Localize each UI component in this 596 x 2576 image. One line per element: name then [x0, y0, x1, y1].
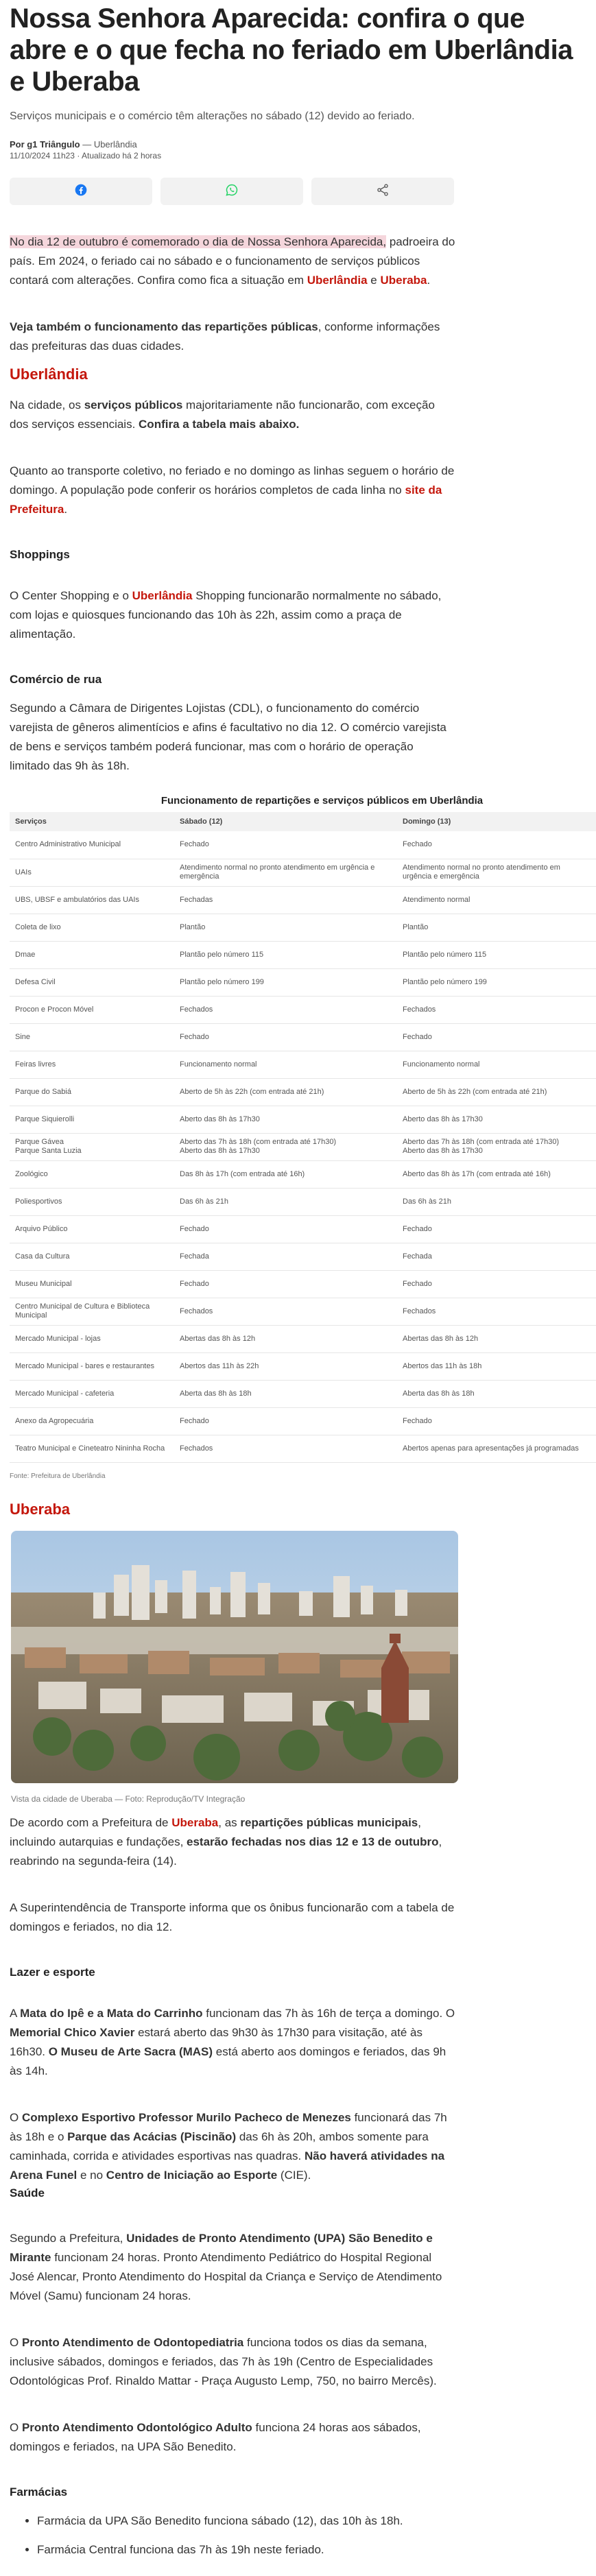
intro-paragraph: No dia 12 de outubro é comemorado o dia de Nossa Senhora Aparecida, padroeira do país. Em 2024, o feriado cai no sábado e o funcionamento de serviços públicos contará com alterações. Confira como fica a situação em Uberlândia e Uberaba.	[10, 235, 455, 287]
table-cell-saturday: Aberto das 7h às 18h (com entrada até 17h30) Aberto das 8h às 17h30	[174, 1133, 397, 1160]
uberaba-link[interactable]: Uberaba	[380, 274, 427, 287]
table-cell-saturday: Das 8h às 17h (com entrada até 16h)	[174, 1160, 397, 1188]
comercio-paragraph: Segundo a Câmara de Dirigentes Lojistas (CDL), o funcionamento do comércio varejista de gêneros alimentícios e afins é facultativo no dia 12. O comércio varejista de bens e serviços também poderá funcionar, mas com o horário de operação limitado das 9h às 18h.	[10, 702, 446, 772]
table-cell-saturday: Aberta das 8h às 18h	[174, 1380, 397, 1407]
dateline: 11/10/2024 11h23 · Atualizado há 2 horas	[10, 151, 162, 160]
table-cell-sunday: Fechados	[397, 996, 596, 1023]
section-heading-uberlandia: Uberlândia	[10, 366, 88, 383]
lazer-heading: Lazer e esporte	[10, 1965, 95, 1979]
table-cell-service: Casa da Cultura	[10, 1243, 174, 1270]
table-cell-sunday: Aberto das 8h às 17h30	[397, 1106, 596, 1133]
table-cell-service: Zoológico	[10, 1160, 174, 1188]
table-cell-saturday: Fechados	[174, 1298, 397, 1325]
byline-author[interactable]: Por g1 Triângulo	[10, 139, 80, 150]
uberaba-offices-paragraph: De acordo com a Prefeitura de Uberaba, as repartições públicas municipais, incluindo autarquias e fundações, estarão fechadas nos dias 12 e 13 de outubro, reabrindo na segunda-feira (14).	[10, 1815, 442, 1868]
table-row	[10, 1023, 596, 1051]
table-cell-saturday: Aberto das 8h às 17h30	[174, 1106, 397, 1133]
odonto-adulto-paragraph: O Pronto Atendimento Odontológico Adulto funciona 24 horas aos sábados, domingos e feriados, na UPA São Benedito.	[10, 2420, 421, 2453]
table-body	[10, 831, 596, 1462]
table-cell-sunday: Fechado	[397, 1407, 596, 1435]
table-row	[10, 1133, 596, 1160]
table-cell-service: Poliesportivos	[10, 1188, 174, 1215]
table-cell-sunday: Aberto de 5h às 22h (com entrada até 21h)	[397, 1078, 596, 1106]
table-cell-sunday: Funcionamento normal	[397, 1051, 596, 1078]
table-cell-saturday: Fechados	[174, 996, 397, 1023]
esporte-paragraph: O Complexo Esportivo Professor Murilo Pacheco de Menezes funcionará das 7h às 18h e o Parque das Acácias (Piscinão) das 6h às 20h, ambos somente para caminhada, corrida e atividades esportivas nas quadras. Não haverá atividades na Arena Funel e no Centro de Iniciação ao Esporte (CIE).	[10, 2110, 447, 2182]
table-cell-saturday: Atendimento normal no pronto atendimento em urgência e emergência	[174, 859, 397, 886]
table-cell-service: Mercado Municipal - cafeteria	[10, 1380, 174, 1407]
list-item: • Farmácia da UPA São Benedito funciona sábado (12), das 10h às 18h.	[37, 2512, 469, 2531]
byline-section: — Uberlândia	[82, 139, 137, 150]
uberaba-city-photo	[11, 1531, 458, 1783]
table-source: Fonte: Prefeitura de Uberlândia	[10, 1472, 106, 1480]
table-cell-saturday: Plantão	[174, 914, 397, 941]
table-cell-sunday: Fechados	[397, 1298, 596, 1325]
table-row	[10, 1243, 596, 1270]
uberlandia-link[interactable]: Uberlândia	[307, 274, 368, 287]
table-cell-sunday: Plantão pelo número 199	[397, 968, 596, 996]
table-cell-sunday: Das 6h às 21h	[397, 1188, 596, 1215]
odontopediatria-paragraph: O Pronto Atendimento de Odontopediatria funciona todos os dias da semana, inclusive sábados, domingos e feriados, das 7h às 19h (Centro de Especialidades Odontológicas Prof. Rinaldo Mattar - Praça Augusto Lemp, 750, no bairro Mercês).	[10, 2335, 437, 2387]
services-table	[10, 812, 596, 1463]
table-cell-saturday: Fechado	[174, 1407, 397, 1435]
table-cell-saturday: Abertos das 11h às 22h	[174, 1352, 397, 1380]
share-icon	[376, 183, 390, 200]
farmacias-list	[10, 2512, 469, 2560]
table-row	[10, 886, 596, 914]
article-subtitle: Serviços municipais e o comércio têm alterações no sábado (12) devido ao feriado.	[10, 110, 415, 122]
table-cell-service: Feiras livres	[10, 1051, 174, 1078]
table-cell-service: Mercado Municipal - bares e restaurantes	[10, 1352, 174, 1380]
table-row	[10, 1407, 596, 1435]
table-cell-service: Museu Municipal	[10, 1270, 174, 1298]
see-also-paragraph: Veja também o funcionamento das repartições públicas, conforme informações das prefeituras das duas cidades.	[10, 320, 440, 353]
table-row	[10, 968, 596, 996]
table-cell-sunday: Atendimento normal no pronto atendimento em urgência e emergência	[397, 859, 596, 886]
table-cell-service: Defesa Civil	[10, 968, 174, 996]
table-header-row	[10, 812, 596, 831]
table-cell-sunday: Fechado	[397, 1023, 596, 1051]
lazer-paragraph: A Mata do Ipê e a Mata do Carrinho funcionam das 7h às 16h de terça a domingo. O Memorial Chico Xavier estará aberto das 9h30 às 17h30 para visitação, até às 16h30. O Museu de Arte Sacra (MAS) está aberto aos domingos e feriados, das 9h às 14h.	[10, 2006, 455, 2077]
table-cell-saturday: Abertas das 8h às 12h	[174, 1325, 397, 1352]
table-cell-sunday: Aberto das 7h às 18h (com entrada até 17h30) Aberto das 8h às 17h30	[397, 1133, 596, 1160]
comercio-heading: Comércio de rua	[10, 673, 102, 686]
table-cell-sunday: Plantão pelo número 115	[397, 941, 596, 968]
table-row	[10, 1160, 596, 1188]
table-row	[10, 1380, 596, 1407]
uberlandia-services-paragraph: Na cidade, os serviços públicos majoritariamente não funcionarão, com exceção dos serviços essenciais. Confira a tabela mais abaixo.	[10, 398, 435, 431]
table-cell-service: Parque Gávea Parque Santa Luzia	[10, 1133, 174, 1160]
shoppings-paragraph: O Center Shopping e o Uberlândia Shopping funcionarão normalmente no sábado, com lojas e quiosques funcionando das 10h às 22h, assim como a praça de alimentação.	[10, 589, 442, 641]
table-cell-service: Coleta de lixo	[10, 914, 174, 941]
table-cell-saturday: Plantão pelo número 199	[174, 968, 397, 996]
share-bar	[10, 178, 454, 205]
section-heading-uberaba: Uberaba	[10, 1500, 71, 1518]
table-cell-sunday: Abertas das 8h às 12h	[397, 1325, 596, 1352]
saude-paragraph: Segundo a Prefeitura, Unidades de Pronto Atendimento (UPA) São Benedito e Mirante funcionam 24 horas. Pronto Atendimento Pediátrico do Hospital Regional José Alencar, Pronto Atendimento do Hospital da Criança e Serviço de Atendimento Móvel (Samu) funcionam 24 horas.	[10, 2231, 442, 2302]
table-row	[10, 831, 596, 859]
table-row	[10, 996, 596, 1023]
table-cell-sunday: Abertos apenas para apresentações já programadas	[397, 1435, 596, 1462]
whatsapp-icon	[225, 183, 239, 200]
table-cell-service: Arquivo Público	[10, 1215, 174, 1243]
facebook-icon	[74, 183, 88, 200]
table-cell-saturday: Plantão pelo número 115	[174, 941, 397, 968]
table-cell-sunday: Fechado	[397, 1215, 596, 1243]
table-row	[10, 859, 596, 886]
table-cell-service: Mercado Municipal - lojas	[10, 1325, 174, 1352]
table-cell-sunday: Aberta das 8h às 18h	[397, 1380, 596, 1407]
table-cell-saturday: Fechado	[174, 1270, 397, 1298]
table-row	[10, 1106, 596, 1133]
uberlandia-transport-paragraph: Quanto ao transporte coletivo, no feriado e no domingo as linhas seguem o horário de domingo. A população pode conferir os horários completos de cada linha no site da Prefeitura.	[10, 464, 455, 516]
table-cell-service: Anexo da Agropecuária	[10, 1407, 174, 1435]
table-cell-saturday: Funcionamento normal	[174, 1051, 397, 1078]
table-cell-saturday: Fechada	[174, 1243, 397, 1270]
table-cell-saturday: Das 6h às 21h	[174, 1188, 397, 1215]
uberlandia-shopping-link[interactable]: Uberlândia	[132, 589, 193, 602]
table-row	[10, 1270, 596, 1298]
table-row	[10, 914, 596, 941]
photo-caption: Vista da cidade de Uberaba — Foto: Reprodução/TV Integração	[11, 1793, 246, 1804]
table-cell-service: Centro Municipal de Cultura e Biblioteca Municipal	[10, 1298, 174, 1325]
table-cell-service: Procon e Procon Móvel	[10, 996, 174, 1023]
whatsapp-share-button[interactable]	[160, 178, 303, 205]
table-cell-saturday: Fechados	[174, 1435, 397, 1462]
table-row	[10, 1078, 596, 1106]
byline	[10, 139, 586, 150]
table-cell-service: Parque do Sabiá	[10, 1078, 174, 1106]
table-cell-sunday: Atendimento normal	[397, 886, 596, 914]
shoppings-heading: Shoppings	[10, 548, 70, 561]
table-cell-service: UAIs	[10, 859, 174, 886]
table-cell-service: Parque Siquierolli	[10, 1106, 174, 1133]
table-cell-service: UBS, UBSF e ambulatórios das UAIs	[10, 886, 174, 914]
share-button[interactable]	[311, 178, 454, 205]
table-header-saturday: Sábado (12)	[174, 812, 397, 831]
table-cell-saturday: Fechado	[174, 1215, 397, 1243]
table-header-sunday: Domingo (13)	[397, 812, 596, 831]
uberaba-transport-paragraph: A Superintendência de Transporte informa que os ônibus funcionarão com a tabela de domingos e feriados, no dia 12.	[10, 1900, 455, 1933]
prefeitura-site-link[interactable]: site da Prefeitura	[10, 484, 442, 516]
table-row	[10, 1215, 596, 1243]
table-row	[10, 1188, 596, 1215]
table-row	[10, 1325, 596, 1352]
table-cell-sunday: Fechado	[397, 1270, 596, 1298]
table-row	[10, 1298, 596, 1325]
table-cell-sunday: Aberto das 8h às 17h (com entrada até 16h)	[397, 1160, 596, 1188]
table-cell-saturday: Aberto de 5h às 22h (com entrada até 21h)	[174, 1078, 397, 1106]
table-cell-saturday: Fechado	[174, 831, 397, 859]
table-cell-service: Dmae	[10, 941, 174, 968]
table-cell-sunday: Fechado	[397, 831, 596, 859]
table-cell-service: Sine	[10, 1023, 174, 1051]
table-cell-service: Centro Administrativo Municipal	[10, 831, 174, 859]
farmacias-heading: Farmácias	[10, 2485, 68, 2499]
table-cell-service: Teatro Municipal e Cineteatro Nininha Rocha	[10, 1435, 174, 1462]
intro-highlight: No dia 12 de outubro é comemorado o dia de Nossa Senhora Aparecida,	[10, 235, 387, 248]
saude-heading: Saúde	[10, 2186, 45, 2199]
table-cell-sunday: Fechada	[397, 1243, 596, 1270]
table-row	[10, 1352, 596, 1380]
table-cell-saturday: Fechadas	[174, 886, 397, 914]
list-item: • Farmácia Central funciona das 7h às 19h neste feriado.	[37, 2540, 469, 2560]
table-cell-saturday: Fechado	[174, 1023, 397, 1051]
table-cell-sunday: Abertos das 11h às 18h	[397, 1352, 596, 1380]
table-row	[10, 1435, 596, 1462]
table-cell-sunday: Plantão	[397, 914, 596, 941]
table-row	[10, 941, 596, 968]
uberaba-prefeitura-link[interactable]: Uberaba	[171, 1815, 219, 1829]
table-row	[10, 1051, 596, 1078]
article-title: Nossa Senhora Aparecida: confira o que abre e o que fecha no feriado em Uberlândia e Uberaba	[10, 3, 573, 97]
facebook-share-button[interactable]	[10, 178, 152, 205]
table-title: Funcionamento de repartições e serviços públicos em Uberlândia	[160, 795, 484, 807]
table-header-services: Serviços	[10, 812, 174, 831]
